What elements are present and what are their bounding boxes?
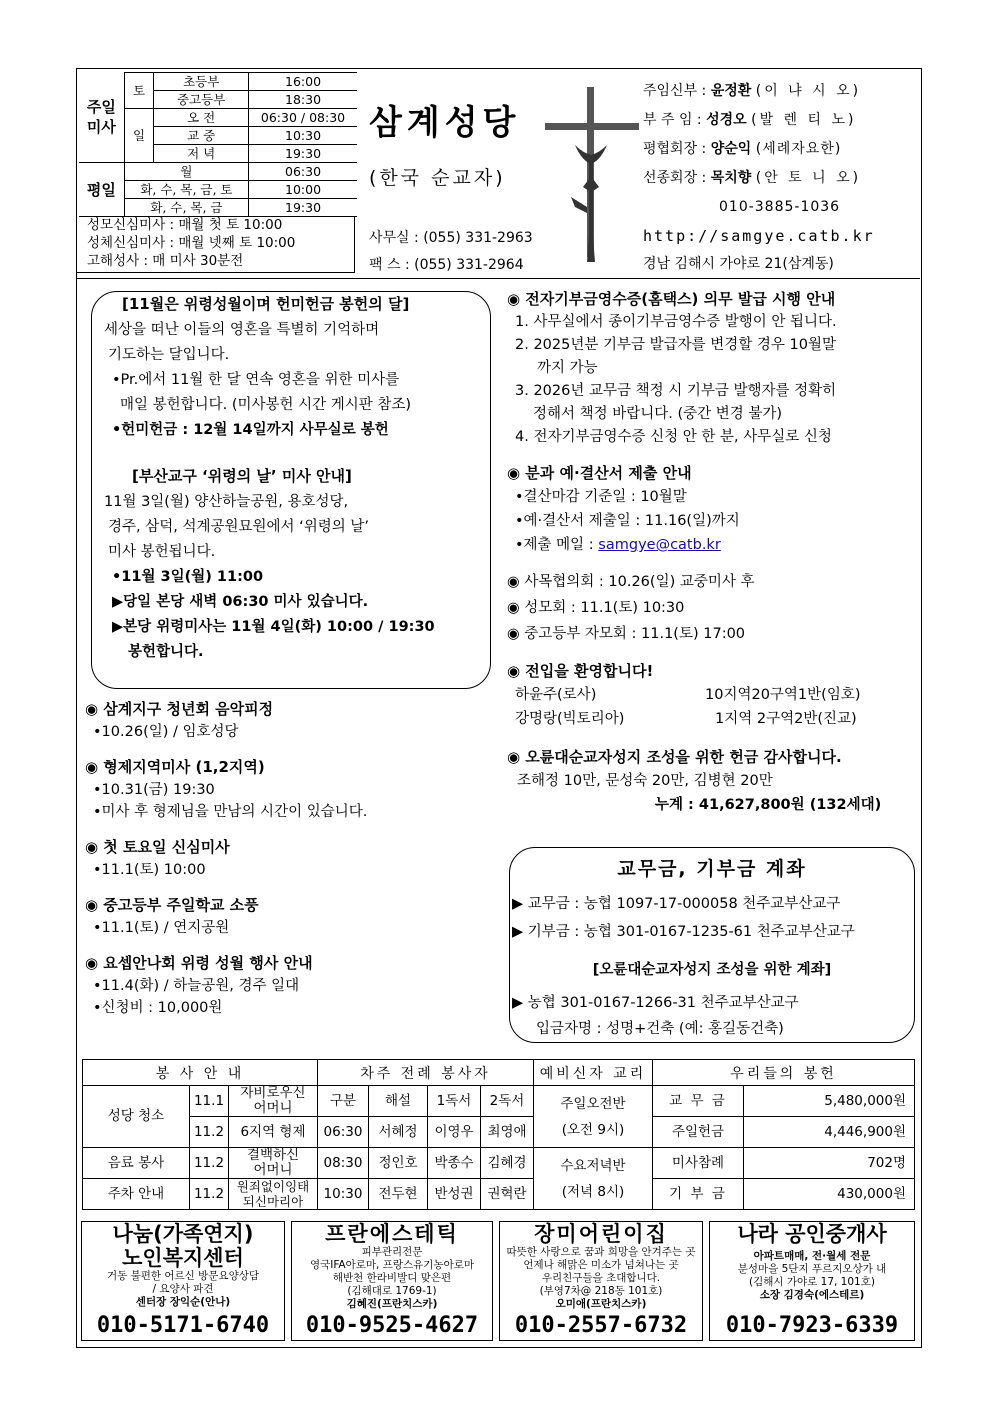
notice-line: 정해서 책정 바랍니다. (중간 변경 불가) bbox=[533, 406, 783, 422]
staff-saint: (발 렌 티 노) bbox=[751, 112, 857, 128]
service-type: 주차 안내 bbox=[83, 1179, 190, 1210]
service-team: 자비로우신 어머니 bbox=[229, 1086, 318, 1117]
catechism-time: (오전 9시) bbox=[561, 1121, 625, 1138]
welcome-row bbox=[507, 683, 919, 707]
offering-label: 기 부 금 bbox=[653, 1179, 744, 1210]
notice-title: ◉ 분과 예·결산서 제출 안내 bbox=[507, 464, 692, 482]
meeting-line: ◉ 중고등부 자모회 : 11.1(토) 17:00 bbox=[507, 626, 746, 642]
notice-line: 3. 2026년 교무금 책정 시 기부금 발행자를 정확히 bbox=[515, 383, 837, 399]
liturgy-cell: 최영애 bbox=[481, 1117, 534, 1148]
website-link[interactable]: http://samgye.catb.kr bbox=[643, 227, 875, 245]
account-line: ▶ 기부금 : 농협 301-0167-1235-61 천주교부산교구 bbox=[512, 924, 855, 940]
notice-line: •결산마감 기준일 : 10월말 bbox=[515, 489, 687, 505]
text-line: 미사 봉헌됩니다. bbox=[108, 544, 216, 560]
ad-elderly-care bbox=[81, 1221, 285, 1341]
service-team: 결백하신 어머니 bbox=[229, 1148, 318, 1179]
mass-schedule-table bbox=[79, 72, 357, 217]
address: 경남 김해시 가야로 21(삼계동) bbox=[643, 256, 834, 272]
notice-title: ◉ 요셉안나회 위령 성월 행사 안내 bbox=[85, 954, 313, 972]
accounts-subheading: [오륜대순교자성지 조성을 위한 계좌] bbox=[592, 962, 832, 978]
notice-line: 까지 가능 bbox=[537, 360, 598, 376]
ad-realty bbox=[709, 1221, 915, 1341]
ad-line: 오미애(프란치스카) bbox=[555, 1298, 647, 1310]
note-line: 성모신심미사 : 매월 첫 토 10:00 bbox=[87, 217, 283, 233]
notice-title: ◉ 첫 토요일 신심미사 bbox=[85, 838, 230, 856]
saturday-label: 토 bbox=[124, 73, 154, 109]
ad-line: 언제나 해맑은 미소가 넘쳐나는 곳 bbox=[523, 1259, 679, 1271]
schedule-group: 월 bbox=[124, 163, 248, 181]
schedule-time: 06:30 bbox=[249, 163, 357, 181]
notice-line: •미사 후 형제님을 만남의 시간이 있습니다. bbox=[93, 804, 368, 820]
ad-phone: 010-2557-6732 bbox=[514, 1313, 688, 1338]
notice-line: •신청비 : 10,000원 bbox=[93, 1000, 223, 1016]
offering-value: 5,480,000원 bbox=[744, 1086, 915, 1117]
welcome-area: 10지역20구역1반(임호) bbox=[705, 687, 861, 703]
notice-line: 1. 사무실에서 종이기부금영수증 발행이 안 됩니다. bbox=[515, 314, 837, 330]
service-team: 원죄없이잉태 되신마리아 bbox=[229, 1179, 318, 1210]
schedule-group: 교 중 bbox=[154, 127, 249, 145]
table-header: 차주 전례 봉사자 bbox=[318, 1060, 534, 1086]
ad-phone: 010-9525-4627 bbox=[305, 1313, 479, 1338]
notice-item bbox=[85, 951, 485, 1019]
bullet-line: ▶본당 위령미사는 11월 4일(화) 10:00 / 19:30 bbox=[112, 619, 435, 635]
schedule-group: 저 녁 bbox=[154, 145, 249, 163]
bullet-line: •Pr.에서 11월 한 달 연속 영혼을 위한 미사를 bbox=[112, 372, 400, 388]
schedule-group: 오 전 bbox=[154, 109, 249, 127]
ad-line: 따뜻한 사랑으로 꿈과 희망을 안겨주는 곳 bbox=[506, 1246, 696, 1258]
ad-esthetic bbox=[291, 1221, 493, 1341]
catechism-class: 수요저녁반 bbox=[560, 1157, 626, 1174]
weekday-mass-label: 평일 bbox=[79, 163, 124, 217]
total-line: 누계 : 41,627,800원 (132세대) bbox=[655, 797, 882, 813]
staff-row bbox=[643, 164, 923, 193]
notice-line: •10.31(금) 19:30 bbox=[93, 782, 215, 798]
email-label: •제출 메일 : bbox=[515, 537, 594, 553]
notice-title: ◉ 형제지역미사 (1,2지역) bbox=[85, 758, 265, 776]
church-title: 삼계성당 bbox=[369, 103, 521, 143]
bullet-line: •11월 3일(월) 11:00 bbox=[112, 569, 264, 585]
offering-value: 702명 bbox=[744, 1148, 915, 1179]
notice-title: ◉ 전자기부금영수증(홈택스) 의무 발급 시행 안내 bbox=[507, 290, 836, 308]
liturgy-cell: 2독서 bbox=[481, 1086, 534, 1117]
notice-line: 2. 2025년분 기부금 발급자를 변경할 경우 10월말 bbox=[515, 337, 836, 353]
staff-role: 주임신부 : bbox=[643, 83, 707, 99]
ad-name: 장미어린이집 bbox=[534, 1222, 668, 1246]
schedule-time: 06:30 / 08:30 bbox=[249, 109, 357, 127]
text-line: 11월 3일(월) 양산하늘공원, 용호성당, bbox=[104, 494, 349, 510]
november-notice-box bbox=[91, 291, 491, 689]
sunday-mass-label: 주일 미사 bbox=[79, 73, 124, 163]
staff-row bbox=[643, 106, 923, 135]
staff-name: 성경오 bbox=[706, 112, 747, 128]
ad-line: 분성마을 5단지 푸르지오상가 내 bbox=[737, 1263, 887, 1275]
service-date: 11.2 bbox=[190, 1148, 229, 1179]
welcome-area: 1지역 2구역2반(진교) bbox=[715, 711, 857, 727]
offering-value: 4,446,900원 bbox=[744, 1117, 915, 1148]
liturgy-cell: 08:30 bbox=[318, 1148, 369, 1179]
liturgy-cell: 구분 bbox=[318, 1086, 369, 1117]
offering-label: 미사참례 bbox=[653, 1148, 744, 1179]
offering-label: 주일헌금 bbox=[653, 1117, 744, 1148]
staff-name: 양순익 bbox=[710, 141, 752, 157]
staff-saint: (안 토 니 오) bbox=[755, 170, 862, 186]
liturgy-cell: 전두현 bbox=[369, 1179, 428, 1210]
ad-line: 김혜진(프란치스카) bbox=[346, 1298, 438, 1310]
staff-list bbox=[643, 77, 923, 278]
liturgy-cell: 반성권 bbox=[428, 1179, 481, 1210]
schedule-time: 10:00 bbox=[249, 181, 357, 199]
schedule-group: 중고등부 bbox=[154, 91, 249, 109]
table-header: 예비신자 교리 bbox=[534, 1060, 653, 1086]
staff-saint: (세례자요한) bbox=[755, 141, 842, 157]
account-line: ▶ 교무금 : 농협 1097-17-000058 천주교부산교구 bbox=[512, 896, 841, 912]
text-line: 경주, 삼덕, 석계공원묘원에서 ‘위령의 날’ bbox=[108, 519, 369, 535]
right-notices bbox=[507, 287, 919, 817]
catechism-time: (저녁 8시) bbox=[561, 1183, 625, 1200]
staff-name: 윤정환 bbox=[710, 83, 752, 99]
office-phone: 사무실 : (055) 331-2963 bbox=[369, 230, 533, 246]
left-notices bbox=[85, 697, 485, 1019]
ad-line: 거동 불편한 어르신 방문요양상담 bbox=[106, 1270, 259, 1282]
schedule-time: 19:30 bbox=[249, 145, 357, 163]
service-type: 성당 청소 bbox=[83, 1086, 190, 1148]
notice-title: ◉ 중고등부 주일학교 소풍 bbox=[85, 896, 259, 914]
bullet-line: 봉헌합니다. bbox=[128, 644, 204, 660]
staff-role: 부 주 임 : bbox=[643, 112, 702, 128]
notice-line: •11.1(토) / 연지공원 bbox=[93, 920, 230, 936]
liturgy-cell: 서혜정 bbox=[369, 1117, 428, 1148]
catechism-class: 주일오전반 bbox=[560, 1095, 626, 1112]
staff-row bbox=[643, 77, 923, 106]
service-team: 6지역 형제 bbox=[229, 1117, 318, 1148]
notice-line: •예·결산서 제출일 : 11.16(일)까지 bbox=[515, 513, 740, 529]
staff-saint: (이 냐 시 오) bbox=[755, 83, 862, 99]
service-date: 11.2 bbox=[190, 1179, 229, 1210]
liturgy-cell: 권혁란 bbox=[481, 1179, 534, 1210]
accounts-title: 교무금, 기부금 계좌 bbox=[617, 858, 807, 880]
offering-value: 430,000원 bbox=[744, 1179, 915, 1210]
staff-role: 평협회장 : bbox=[643, 141, 707, 157]
staff-phone: 010-3885-1036 bbox=[719, 199, 841, 215]
schedule-group: 초등부 bbox=[154, 73, 249, 91]
welcome-name: 하윤주(로사) bbox=[515, 687, 597, 703]
box-heading: [부산교구 ‘위령의 날’ 미사 안내] bbox=[132, 467, 352, 485]
ad-line: 소장 김경숙(에스테르) bbox=[759, 1289, 865, 1301]
liturgy-cell: 06:30 bbox=[318, 1117, 369, 1148]
table-header: 봉 사 안 내 bbox=[83, 1060, 318, 1086]
ad-name: 나눔(가족연지) bbox=[112, 1222, 254, 1246]
box-heading: [11월은 위령성월이며 헌미헌금 봉헌의 달] bbox=[122, 295, 410, 313]
schedule-group: 화, 수, 목, 금, 토 bbox=[124, 181, 248, 199]
ad-line: 우리친구들을 초대합니다. bbox=[541, 1272, 661, 1284]
staff-row bbox=[643, 135, 923, 164]
account-line: ▶ 농협 301-0167-1266-31 천주교부산교구 bbox=[512, 995, 799, 1011]
catechism-cell bbox=[534, 1148, 653, 1210]
ad-phone: 010-7923-6339 bbox=[725, 1313, 899, 1338]
notice-title: ◉ 삼계지구 청년회 음악피정 bbox=[85, 700, 274, 718]
ad-line: 센터장 장익순(안나) bbox=[135, 1296, 231, 1308]
liturgy-cell: 김혜경 bbox=[481, 1148, 534, 1179]
cross-logo-icon bbox=[545, 87, 641, 267]
schedule-time: 19:30 bbox=[249, 199, 357, 217]
ad-line: (김해시 가야로 17, 101호) bbox=[749, 1276, 875, 1288]
notice-line bbox=[507, 533, 919, 557]
staff-role: 선종회장 : bbox=[643, 170, 707, 186]
ad-line: 영국IFA아로마, 프랑스유기농아로마 bbox=[309, 1259, 475, 1271]
fax-number: 팩 스 : (055) 331-2964 bbox=[369, 257, 524, 273]
email-link[interactable]: samgye@catb.kr bbox=[598, 537, 721, 553]
meeting-line: ◉ 성모회 : 11.1(토) 10:30 bbox=[507, 600, 685, 616]
service-type: 음료 봉사 bbox=[83, 1148, 190, 1179]
liturgy-cell: 해설 bbox=[369, 1086, 428, 1117]
bulletin-page bbox=[76, 68, 922, 1348]
offering-label: 교 무 금 bbox=[653, 1086, 744, 1117]
box-body-2 bbox=[104, 490, 435, 665]
schedule-notes bbox=[77, 216, 355, 273]
church-subtitle: (한국 순교자) bbox=[369, 167, 506, 189]
bullet-line: •헌미헌금 : 12월 14일까지 사무실로 봉헌 bbox=[112, 422, 389, 438]
ad-name: 나라 공인중개사 bbox=[737, 1222, 887, 1246]
staff-name: 목치향 bbox=[710, 170, 752, 186]
ad-name: 프란에스테틱 bbox=[325, 1222, 459, 1246]
header-divider bbox=[77, 278, 920, 279]
welcome-row bbox=[507, 707, 919, 731]
sunday-label: 일 bbox=[124, 109, 154, 163]
bullet-line: ▶당일 본당 새벽 06:30 미사 있습니다. bbox=[112, 594, 369, 610]
ad-line: (부영7차@ 218동 101호) bbox=[539, 1285, 663, 1297]
text-line: 기도하는 달입니다. bbox=[108, 347, 230, 363]
note-line: 고해성사 : 매 미사 30분전 bbox=[87, 253, 244, 269]
notice-item bbox=[85, 697, 485, 743]
schedule-group: 화, 수, 목, 금 bbox=[124, 199, 248, 217]
schedule-time: 16:00 bbox=[249, 73, 357, 91]
ad-line: / 요양사 파견 bbox=[152, 1283, 214, 1295]
notice-title: ◉ 전입을 환영합니다! bbox=[507, 662, 654, 680]
accounts-box bbox=[509, 847, 915, 1043]
schedule-time: 18:30 bbox=[249, 91, 357, 109]
service-date: 11.1 bbox=[190, 1086, 229, 1117]
notice-line: 조해정 10만, 문성숙 20만, 김병현 20만 bbox=[517, 773, 773, 789]
liturgy-cell: 정인호 bbox=[369, 1148, 428, 1179]
ad-name: 노인복지센터 bbox=[122, 1246, 244, 1270]
ad-phone: 010-5171-6740 bbox=[96, 1313, 270, 1338]
liturgy-cell: 이영우 bbox=[428, 1117, 481, 1148]
note-line: 성체신심미사 : 매월 넷째 토 10:00 bbox=[87, 235, 296, 251]
meeting-line: ◉ 사목협의회 : 10.26(일) 교중미사 후 bbox=[507, 574, 755, 590]
box-body-1 bbox=[104, 318, 411, 443]
service-table bbox=[82, 1059, 915, 1210]
table-header: 우리들의 봉헌 bbox=[653, 1060, 915, 1086]
account-line: 입금자명 : 성명+건축 (예: 홍길동건축) bbox=[536, 1021, 784, 1037]
notice-line: •11.4(화) / 하늘공원, 경주 일대 bbox=[93, 978, 300, 994]
notice-item bbox=[85, 835, 485, 881]
notice-line: •11.1(토) 10:00 bbox=[93, 862, 206, 878]
liturgy-cell: 박종수 bbox=[428, 1148, 481, 1179]
ad-line: 피부관리전문 bbox=[361, 1246, 423, 1258]
liturgy-cell: 1독서 bbox=[428, 1086, 481, 1117]
bullet-line: 매일 봉헌합니다. (미사봉헌 시간 게시판 참조) bbox=[120, 397, 412, 413]
welcome-name: 강명랑(빅토리아) bbox=[515, 711, 625, 727]
service-date: 11.2 bbox=[190, 1117, 229, 1148]
notice-item bbox=[85, 755, 485, 823]
ad-line: 해반천 한라비발디 맞은편 bbox=[332, 1272, 452, 1284]
notice-line: 4. 전자기부금영수증 신청 안 한 분, 사무실로 신청 bbox=[515, 429, 832, 445]
text-line: 세상을 떠난 이들의 영혼을 특별히 기억하며 bbox=[104, 322, 380, 338]
notice-line: •10.26(일) / 임호성당 bbox=[93, 724, 239, 740]
ad-line: (김해대로 1769-1) bbox=[347, 1285, 437, 1297]
notice-item bbox=[85, 893, 485, 939]
catechism-cell bbox=[534, 1086, 653, 1148]
ad-daycare bbox=[499, 1221, 703, 1341]
liturgy-cell: 10:30 bbox=[318, 1179, 369, 1210]
schedule-time: 10:30 bbox=[249, 127, 357, 145]
notice-title: ◉ 오륜대순교자성지 조성을 위한 헌금 감사합니다. bbox=[507, 748, 842, 766]
ad-line: 아파트매매, 전·월세 전문 bbox=[753, 1250, 871, 1262]
